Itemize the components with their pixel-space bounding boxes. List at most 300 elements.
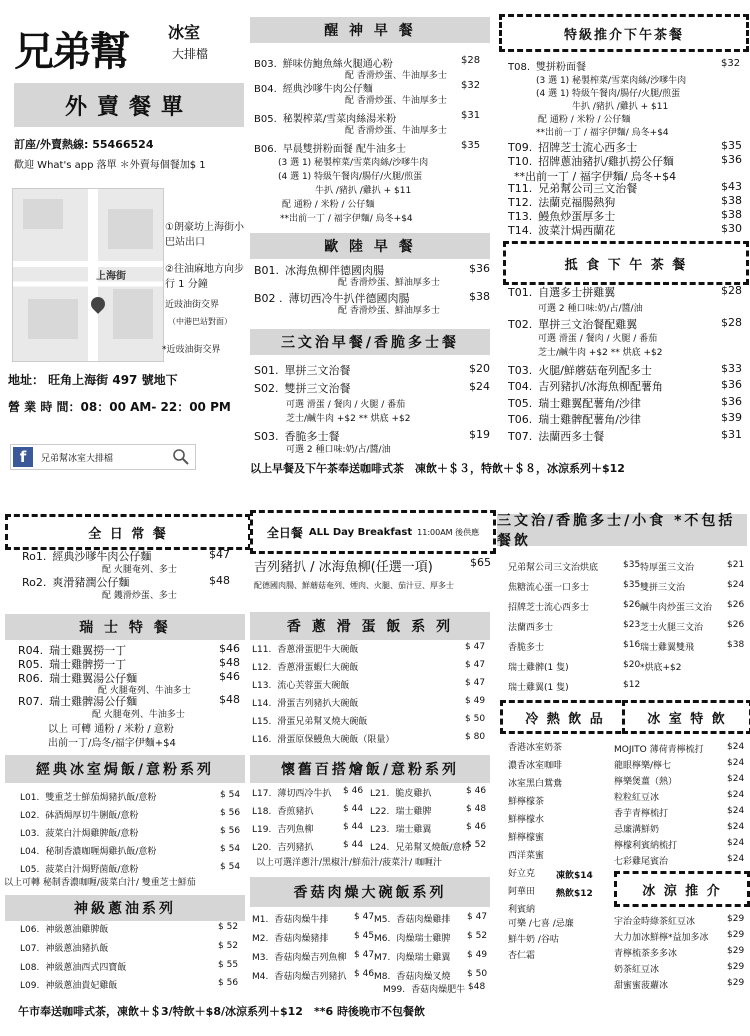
item-code: L11. — [252, 645, 272, 655]
item-code: L08. — [20, 963, 40, 973]
item-code: T01. — [508, 286, 533, 299]
item-name: 香菇肉燥雞排 — [396, 915, 451, 925]
item-code: M5. — [374, 915, 391, 925]
item-code: S02. — [254, 382, 279, 395]
item-code: T12. — [508, 196, 533, 209]
item-price: $36 — [721, 153, 742, 166]
item-name: **出前一丁 / 福字伊麵/ 烏冬+$4 — [514, 170, 677, 183]
allday-breakfast-price: $65 — [470, 556, 491, 569]
drink-extra: 杏仁霜 — [508, 951, 536, 961]
sub-line: 芝士/鹹牛肉 +$2 ** 烘底 +$2 — [538, 348, 663, 358]
sub-line: 配 火腿奄列、牛油多士 — [98, 686, 191, 696]
item-price: $31 — [721, 428, 742, 441]
item-code: L23. — [370, 825, 390, 835]
facebook-name: 兄弟幫冰室大排檔 — [41, 453, 114, 464]
item-price: $20 — [469, 362, 490, 375]
item-price: $38 — [721, 208, 742, 221]
item-code: L16. — [252, 735, 272, 745]
b06-option-line: **出前一丁 / 福字伊麵/ 烏冬+$4 — [280, 214, 413, 224]
item-name: 香菇肉燥肥牛 — [411, 985, 466, 995]
item-price: $32 — [721, 58, 741, 69]
item-price: $ 49 — [467, 950, 488, 960]
item-price: $ 54 — [220, 790, 241, 800]
menu-item-row — [370, 786, 431, 799]
item-price: $43 — [721, 180, 742, 193]
breakfast-band — [250, 17, 490, 43]
address-text: 地址： 旺角上海街 497 號地下 — [8, 373, 178, 387]
snack-name-b: 芝士火腿三文治 — [640, 623, 704, 633]
item-price: $28 — [461, 55, 481, 66]
item-name: 神級蔥油西式四寶飯 — [45, 963, 127, 973]
item-name: 砵酒焗厚切牛脷飯/意粉 — [45, 811, 139, 821]
item-price: $48 — [219, 693, 240, 706]
ice-band-title: 冰 涼 推 介 — [642, 883, 722, 899]
snack-name-a: 香脆多士 — [508, 643, 545, 653]
item-price: $36 — [469, 262, 490, 275]
snack-name-a: 招牌芝士流心西多士 — [508, 603, 590, 613]
item-code: L02. — [20, 811, 40, 821]
item-name: 神級蔥油雞脾飯 — [45, 925, 109, 935]
menu-item-row — [20, 941, 108, 954]
menu-item-row — [508, 153, 674, 169]
sandwich-breakfast-band — [250, 329, 490, 355]
menu-item-row — [508, 222, 615, 238]
menu-item-row — [20, 808, 138, 821]
item-name: 香菇肉燥豬排 — [274, 934, 329, 944]
snack-name-b: 鹹牛肉炒蛋三文治 — [640, 603, 713, 613]
item-price: $24 — [469, 380, 490, 393]
europe-band-title: 歐 陸 早 餐 — [324, 239, 416, 255]
item-name: 香煎豬扒 — [277, 807, 314, 817]
item-name: 雙重芝士鮮茄焗豬扒飯/意粉 — [45, 793, 157, 803]
logo-sub-2: 大排檔 — [172, 47, 209, 61]
drink-item: 冰室黑白鴛鴦 — [508, 779, 563, 789]
sub-line: 配 香滑炒蛋、牛油厚多士 — [345, 126, 447, 136]
item-code: T11. — [508, 182, 533, 195]
ice-item-price: $29 — [727, 978, 745, 988]
item-name: 神級蔥油貴妃雞飯 — [45, 981, 118, 991]
t08-option-line: 牛扒 /豬扒 /雞扒 + $11 — [572, 102, 669, 112]
snack-name-b: 雙拼三文治 — [640, 583, 686, 593]
tea-special-band — [499, 14, 749, 52]
item-code: L07. — [20, 944, 40, 954]
item-code: B04. — [254, 84, 277, 95]
item-name: 滑蛋兄弟幫叉燒大碗飯 — [277, 717, 368, 727]
item-price: $30 — [721, 222, 742, 235]
item-price: $ 47 — [354, 950, 375, 960]
item-code: R07. — [18, 695, 44, 708]
allday-breakfast-line1: 吉列豬扒 / 冰海魚柳(任選一項) — [254, 560, 433, 575]
item-code: T10. — [508, 155, 533, 168]
item-name: 瑞士雞翼 — [395, 825, 432, 835]
b06-option-line: 配 通粉 / 米粉 / 公仔麵 — [282, 200, 375, 210]
item-code: T02. — [508, 318, 533, 331]
item-name: 吉列豬扒 — [277, 843, 314, 853]
map-note-2: ②往油麻地方向步行 1 分鐘 — [165, 264, 244, 290]
menu-item-row — [508, 316, 637, 332]
item-price: $ 44 — [343, 804, 364, 814]
item-price: $ 46 — [466, 786, 487, 796]
item-code: M6. — [374, 934, 391, 944]
ice-item-name: 大力加冰鮮檸*益加多冰 — [614, 933, 709, 943]
snack-price-a: $12 — [623, 680, 641, 690]
item-code: L22. — [370, 807, 390, 817]
item-code: L24. — [370, 843, 390, 853]
item-name: 脆皮雞扒 — [395, 789, 432, 799]
allday-breakfast-line2: 配德國肉腸、鮮蘑菇奄列、煙肉、火腿、茄汁豆、厚多士 — [254, 581, 454, 590]
snack-price-a: $23 — [623, 620, 641, 630]
item-code: T14. — [508, 224, 533, 237]
item-code: T13. — [508, 210, 533, 223]
item-code: L21. — [370, 789, 390, 799]
snack-price-b: $21 — [727, 560, 745, 570]
snack-name-a: 瑞士雞翼(1 隻) — [508, 683, 569, 693]
special-drink-name: 粒粒紅豆冰 — [614, 793, 660, 803]
menu-item-row — [252, 950, 346, 963]
item-price: $ 56 — [218, 978, 239, 988]
item-code: T04. — [508, 380, 533, 393]
sub-line: 可選 2 種口味:奶/占/醬/油 — [286, 445, 391, 455]
cold-price: 凍飲$14 — [556, 871, 593, 881]
special-drink-price: $24 — [727, 742, 745, 752]
item-code: L06. — [20, 925, 40, 935]
menu-item-row — [508, 284, 615, 300]
item-code: R04. — [18, 644, 44, 657]
item-name: 瑞士雞髀配薯角/沙律 — [538, 413, 641, 426]
sub-line: 配 香滑炒蛋、牛油厚多士 — [345, 96, 447, 106]
ice-item-price: $29 — [727, 962, 745, 972]
item-name: 法蘭西多士餐 — [538, 430, 605, 443]
item-name: 肉燥瑞士雞翼 — [396, 953, 451, 963]
menu-item-row — [383, 982, 465, 995]
b06-option-line: (4 選 1) 特級午餐肉/腸仔/火腿/煎蛋 — [278, 172, 423, 182]
search-icon[interactable] — [172, 448, 188, 464]
item-price: $ 47 — [465, 660, 486, 670]
item-name: 香菇肉燥吉列魚柳 — [274, 953, 347, 963]
item-code: M4. — [252, 972, 269, 982]
special-drink-price: $24 — [727, 774, 745, 784]
menu-item-row — [20, 978, 117, 991]
allday-breakfast-title-en: ALL Day Breakfast — [308, 526, 413, 538]
allday-breakfast-time: 11:00AM 後供應 — [417, 527, 480, 537]
special-drink-name: 七彩雞尾賓治 — [614, 857, 669, 867]
tea-value-band — [503, 241, 749, 285]
menu-item-row — [252, 678, 349, 691]
item-name: 秘製榨菜/雪菜肉絲湯米粉 — [282, 114, 397, 125]
menu-item-row — [370, 804, 431, 817]
item-code: L20. — [252, 843, 272, 853]
item-price: $ 46 — [466, 822, 487, 832]
menu-item-row — [252, 714, 367, 727]
item-code: R06. — [18, 672, 44, 685]
item-price: $ 46 — [343, 786, 364, 796]
drink-item: 利賓納 — [508, 905, 536, 915]
drink-item: 西洋菜蜜 — [508, 851, 545, 861]
menu-item-row — [20, 960, 126, 973]
drink-item: 好立克 — [508, 869, 536, 879]
snack-name-a: 法蘭西多士 — [508, 623, 554, 633]
sub-line: 芝士/鹹牛肉 +$2 ** 烘底 +$2 — [286, 414, 411, 424]
item-code: L03. — [20, 829, 40, 839]
snack-price-a: $26 — [623, 600, 641, 610]
item-price: $ 54 — [220, 844, 241, 854]
item-price: $35 — [461, 140, 481, 151]
menu-item-row — [252, 912, 328, 925]
item-name: 瑞士雞脾 — [395, 807, 432, 817]
snack-price-a: $35 — [623, 580, 641, 590]
menu-item-row — [252, 660, 358, 673]
item-price: $28 — [721, 284, 742, 297]
item-name: 波菜汁焗西蘭花 — [538, 224, 616, 237]
item-price: $ 52 — [218, 941, 239, 951]
item-name: 招牌芝士流心西多士 — [538, 141, 638, 154]
sub-line: 配 火腿奄列、牛油多士 — [92, 710, 185, 720]
baked-band-title: 懷舊百搭燴飯/意粉系列 — [280, 762, 460, 778]
item-name: 香菇肉燥叉燒 — [396, 972, 451, 982]
svg-text:上海街: 上海街 — [96, 271, 126, 282]
menu-item-row — [252, 786, 331, 799]
item-price: $ 52 — [218, 922, 239, 932]
item-price: $46 — [219, 670, 240, 683]
menu-item-row — [252, 969, 346, 982]
item-name: 自選多士拼雞翼 — [538, 286, 616, 299]
item-price: $28 — [721, 316, 742, 329]
sub-line: 可選 滑蛋 / 餐肉 / 火腿 / 番茄 — [286, 400, 406, 410]
item-price: $ 45 — [354, 931, 375, 941]
drinks-band — [500, 700, 630, 734]
sub-line: 配 香滑炒蛋、牛油厚多士 — [345, 71, 447, 81]
item-price: $36 — [721, 378, 742, 391]
item-name: 早晨雙拼粉面餐 配牛油多士 — [282, 144, 406, 155]
item-price: $ 47 — [465, 642, 486, 652]
breakfast-band-title: 醒 神 早 餐 — [324, 23, 416, 39]
item-code: T08. — [508, 62, 531, 73]
item-code: B03. — [254, 59, 277, 70]
sub-line: 配 香滑炒蛋、鮮油厚多士 — [338, 278, 440, 288]
drink-extra: 鮮牛奶 /谷咕 — [508, 935, 559, 945]
drink-item: 濃香冰室咖啡 — [508, 761, 563, 771]
drink-item: 鮮檸檬茶 — [508, 797, 545, 807]
item-code: L04. — [20, 847, 40, 857]
item-name: 神級蔥油豬扒飯 — [45, 944, 109, 954]
item-code: L09. — [20, 981, 40, 991]
item-code: R05. — [18, 658, 44, 671]
special-drink-name: 檸檬利賓納梳打 — [614, 841, 678, 851]
item-price: $ 80 — [465, 732, 486, 742]
sub-line: 以上 可轉 通粉 / 米粉 / 意粉 — [48, 724, 174, 735]
menu-item-row — [508, 411, 641, 427]
map-streets — [13, 189, 163, 361]
item-code: T03. — [508, 364, 533, 377]
baked-band — [250, 755, 490, 783]
item-name: 雙拼粉面餐 — [536, 62, 587, 73]
drink-item: 鮮檸檬水 — [508, 815, 545, 825]
item-code: B05. — [254, 114, 277, 125]
menu-item-row — [20, 922, 108, 935]
item-code: T05. — [508, 397, 533, 410]
snack-name-a: 瑞士雞髀(1 隻) — [508, 663, 569, 673]
menu-item-row — [508, 362, 652, 378]
allday-band — [5, 514, 251, 550]
allday-band-title: 全 日 常 餐 — [88, 526, 168, 542]
drink-extra: 可樂 /七喜 /忌廉 — [508, 919, 574, 929]
europe-band — [250, 233, 490, 259]
map-note-1: ①朗豪坊上海街小巴站出口 — [165, 222, 244, 248]
item-name: 火腿/鮮蘑菇奄列配多士 — [538, 364, 652, 377]
item-name: 鮮味仿鮑魚絲火腿通心粉 — [282, 59, 393, 70]
location-map[interactable] — [12, 188, 164, 362]
menu-item-row — [252, 822, 313, 835]
item-code: L17. — [252, 789, 272, 799]
item-price: $ 44 — [343, 840, 364, 850]
menu-item-row — [252, 696, 358, 709]
special-drinks-band — [622, 700, 750, 734]
menu-item-row — [254, 362, 350, 378]
ice-band — [614, 871, 750, 907]
item-price: $ 54 — [220, 862, 241, 872]
special-drink-price: $24 — [727, 854, 745, 864]
item-price: $33 — [721, 362, 742, 375]
ice-item-name: 宇治金時綠茶紅豆冰 — [614, 917, 696, 927]
snack-name-a: 兄弟幫公司三文治烘底 — [508, 563, 599, 573]
snack-name-a: 焦糖流心蛋一口多士 — [508, 583, 590, 593]
sub-line: 可選 滑蛋 / 餐肉 / 火腿 / 番茄 — [538, 334, 658, 344]
ice-item-price: $29 — [727, 930, 745, 940]
item-code: B06. — [254, 144, 277, 155]
item-code: L12. — [252, 663, 272, 673]
item-price: $ 49 — [465, 696, 486, 706]
item-name: 薄切西冷牛扒 — [277, 789, 332, 799]
scallion-band-title: 神級蔥油系列 — [74, 901, 176, 917]
item-code: L01. — [20, 793, 40, 803]
b06-option-line: (3 選 1) 秘製榨菜/雪菜肉絲/沙嗲牛肉 — [278, 158, 429, 168]
item-code: M8. — [374, 972, 391, 982]
menu-item-row — [252, 804, 313, 817]
item-price: $48 — [219, 656, 240, 669]
ice-item-price: $29 — [727, 946, 745, 956]
item-code: L05. — [20, 865, 40, 875]
sub-line: 以上可選洋蔥汁/黑椒汁/鮮茄汁/菠菜汁/ 咖喱汁 — [256, 858, 442, 868]
snack-price-b: $26 — [727, 600, 745, 610]
t08-option-line: (3 選 1) 秘製榨菜/雪菜肉絲/沙嗲牛肉 — [536, 76, 687, 86]
special-drink-price: $24 — [727, 790, 745, 800]
menu-item-row — [252, 840, 313, 853]
item-name: 香蔥滑蛋肥牛大碗飯 — [277, 645, 359, 655]
item-price: $38 — [721, 194, 742, 207]
snack-price-b: $38 — [727, 640, 745, 650]
sandwich-breakfast-band-title: 三文治早餐/香脆多士餐 — [280, 335, 460, 351]
item-name: 瑞士雞髀撈一丁 — [49, 658, 127, 671]
menu-item-row — [508, 428, 604, 444]
drinks-band-title: 冷 熱 飲 品 — [525, 711, 605, 727]
item-name: 爽滑豬潤公仔麵 — [52, 576, 130, 589]
menu-item-row — [20, 844, 156, 857]
item-price: $38 — [469, 290, 490, 303]
drink-item: 阿華田 — [508, 887, 536, 897]
mushroom-band-title: 香菇肉燥大碗飯系列 — [293, 885, 447, 901]
snack-price-b: $26 — [727, 620, 745, 630]
item-name: 兄弟幫叉燒飯/意粉 — [395, 843, 471, 853]
item-code: B02 . — [254, 292, 283, 305]
item-name: 瑞士雞翼湯公仔麵 — [49, 672, 138, 685]
item-code: L18. — [252, 807, 272, 817]
item-price: $ 52 — [467, 931, 488, 941]
facebook-bar[interactable] — [10, 444, 196, 470]
menu-item-row — [252, 642, 358, 655]
menu-item-row — [374, 912, 450, 925]
item-name: 流心芙蓉蛋大碗飯 — [277, 681, 350, 691]
item-name: 經典沙嗲牛肉公仔麵 — [282, 84, 373, 95]
egg-rice-band-title: 香 蔥 滑 蛋 飯 系 列 — [286, 619, 454, 635]
whatsapp-text: 歡迎 What's app 落單 ＊外賣每個餐加$ 1 — [14, 160, 206, 171]
item-code: T07. — [508, 430, 533, 443]
item-name: 鰻魚炒蛋厚多士 — [538, 210, 616, 223]
menu-item-row — [508, 378, 663, 394]
snacks-band — [497, 513, 747, 549]
menu-item-row — [20, 826, 138, 839]
item-code: S03. — [254, 430, 279, 443]
item-name: 雙拼三文治餐 — [284, 382, 351, 395]
item-price: $ 56 — [220, 826, 241, 836]
hotline-text: 訂座/外賣熱線: 55466524 — [14, 138, 154, 151]
item-code: S01. — [254, 364, 279, 377]
sub-line: 配 香滑炒蛋、鮮油厚多士 — [338, 306, 440, 316]
allday-breakfast-title: 全日餐 — [266, 525, 303, 540]
special-drink-name: 忌廉溝鮮奶 — [614, 825, 660, 835]
footnote-bottom: 午市奉送咖啡式茶，凍飲＋＄3/特飲＋$8/冰涼系列＋$12 **6 時後晚市不包餐飲 — [18, 1005, 425, 1018]
item-code: L13. — [252, 681, 272, 691]
ice-item-name: 青檸梳茶多多冰 — [614, 949, 678, 959]
egg-rice-band — [250, 612, 490, 640]
item-name: 菠菜白汁焗雞脾飯/意粉 — [45, 829, 139, 839]
menu-item-row — [370, 840, 470, 853]
menu-item-row — [254, 140, 406, 155]
item-code: L15. — [252, 717, 272, 727]
item-code: Ro2. — [22, 576, 47, 589]
special-drink-name: 檸樂煲薑（熱） — [614, 777, 678, 787]
item-price: $ 48 — [466, 804, 487, 814]
item-price: $ 56 — [220, 808, 241, 818]
item-price: $ 47 — [467, 912, 488, 922]
classic-band — [5, 755, 245, 783]
t08-option-line: (4 選 1) 特級午餐肉/腸仔/火腿/煎蛋 — [536, 89, 681, 99]
item-price: $48 — [209, 574, 230, 587]
item-price: $ 50 — [467, 969, 488, 979]
item-name: 薄切西冷牛扒伴德國肉腸 — [288, 292, 410, 305]
menu-item-row — [508, 58, 586, 73]
facebook-icon: f — [13, 447, 33, 467]
item-name: 冰海魚柳伴德國肉腸 — [285, 264, 385, 277]
item-name: 招牌蔥油豬扒/雞扒撈公仔麵 — [538, 155, 674, 168]
special-drink-price: $24 — [727, 806, 745, 816]
item-price: $47 — [209, 548, 230, 561]
snack-price-b: $24 — [727, 580, 745, 590]
snack-name-b: 瑞士雞翼雙飛 — [640, 643, 695, 653]
footnote-top: 以上早餐及下午茶奉送咖啡式茶 凍飲＋＄３，特飲＋＄８，冰涼系列＋$12 — [250, 462, 625, 475]
item-name: 香蔥滑蛋蝦仁大碗飯 — [277, 663, 359, 673]
special-drink-price: $24 — [727, 758, 745, 768]
item-code: M99. — [383, 985, 406, 995]
hours-text: 營 業 時 間：08：00 AM- 22：00 PM — [8, 400, 231, 414]
t08-option-line: **出前一丁 / 福字伊麵/ 烏冬+$4 — [536, 128, 669, 138]
item-price: $48 — [468, 982, 486, 992]
special-drink-name: MOJITO 薄荷青檸梳打 — [614, 745, 704, 755]
special-drink-name: 香芋青檸梳打 — [614, 809, 669, 819]
scallion-band — [5, 895, 245, 921]
tea-value-band-title: 抵 食 下 午 茶 餐 — [564, 257, 688, 273]
menu-item-row — [20, 862, 138, 875]
allday-breakfast-band — [250, 510, 496, 554]
